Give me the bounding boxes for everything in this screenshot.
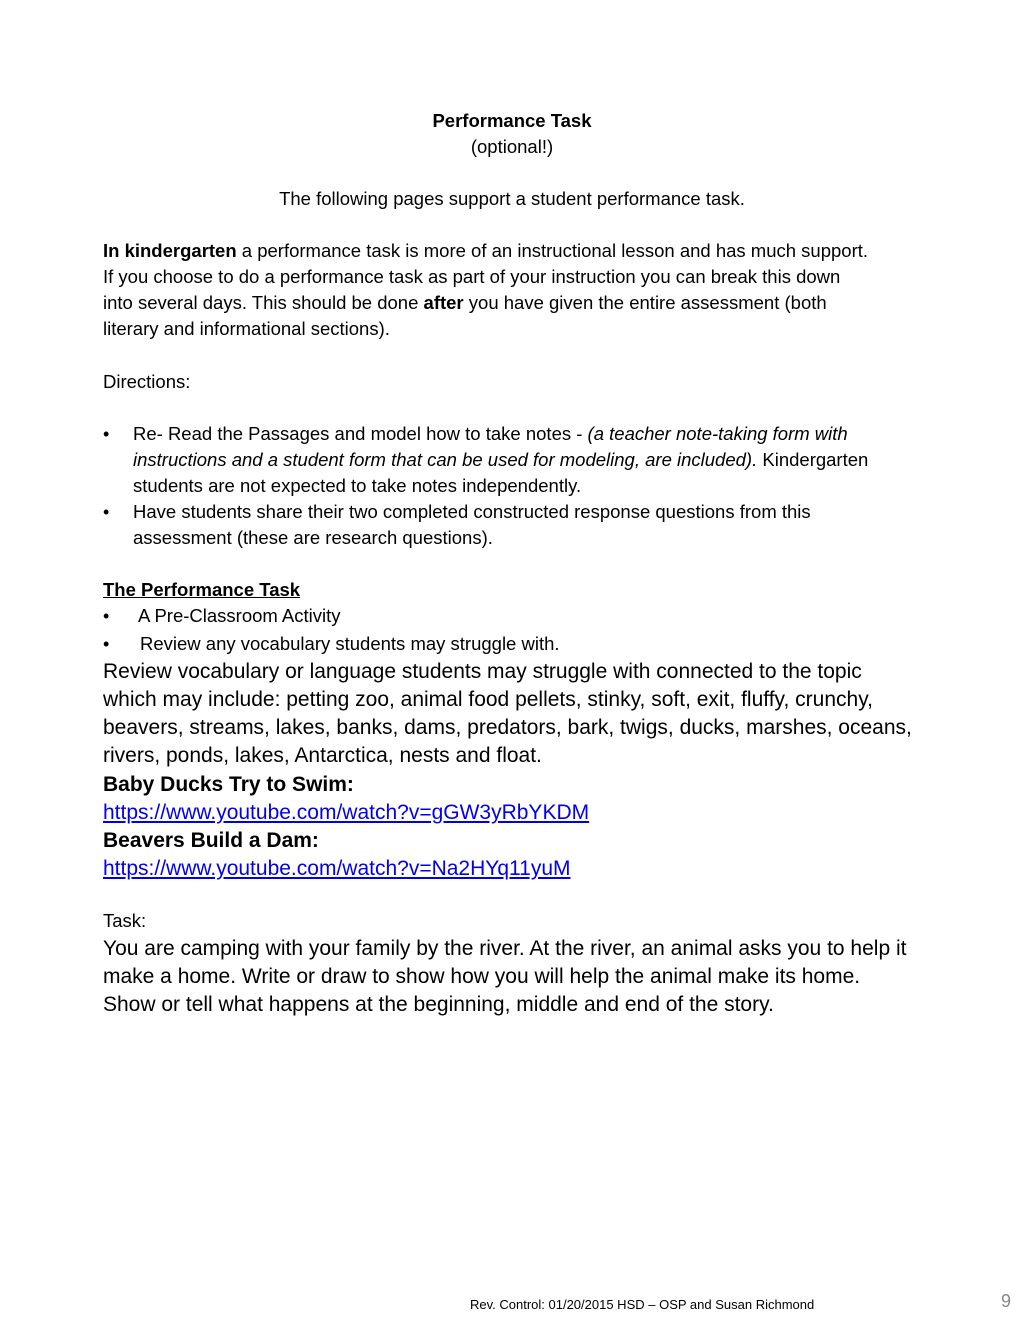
directions-bullet-1-line-2 [133,448,868,472]
task-line-2: make a home. Write or draw to show how you will help the animal make its home. [103,965,861,988]
bullet-icon: • [103,424,110,444]
video-2-link[interactable]: https://www.youtube.com/watch?v=Na2HYq11yuM [103,857,571,880]
kindergarten-line-1-rest: a performance task is more of an instructional lesson and has much support. [236,240,869,261]
page-title: Performance Task [432,110,592,131]
vocab-line-1: Review vocabulary or language students may struggle with connected to the topic [103,660,862,683]
directions-bullet-1-plain: Re- Read the Passages and model how to take notes - [133,423,588,444]
revision-footer: Rev. Control: 01/20/2015 HSD – OSP and Susan Richmond [470,1297,815,1312]
video-1-title: Baby Ducks Try to Swim: [103,773,354,796]
bullet-icon: • [103,606,110,626]
vocab-line-3: beavers, streams, lakes, banks, dams, predators, bark, twigs, ducks, marshes, oceans, [103,716,912,739]
kindergarten-line-2: If you choose to do a performance task as part of your instruction you can break this down [103,266,841,287]
directions-bullet-1-italic-2: instructions and a student form that can be used for modeling, are included). [133,449,758,470]
emphasis-after: after [423,292,464,313]
vocab-line-2: which may include: petting zoo, animal food pellets, stinky, soft, exit, fluffy, crunchy, [103,688,873,711]
video-2-title: Beavers Build a Dam: [103,829,319,852]
kindergarten-line-3-pre: into several days. This should be done [103,292,424,313]
task-line-3: Show or tell what happens at the beginning, middle and end of the story. [103,993,774,1016]
directions-bullet-2-line-2: assessment (these are research questions). [133,527,493,548]
video-1-link[interactable]: https://www.youtube.com/watch?v=gGW3yRbYKDM [103,801,590,824]
kindergarten-line-1 [103,239,868,263]
intro-text: The following pages support a student performance task. [279,188,745,209]
task-item-2: Review any vocabulary students may struggle with. [140,633,560,654]
bullet-icon: • [103,634,110,654]
task-item-1: A Pre-Classroom Activity [138,605,341,626]
kindergarten-line-3 [103,291,827,315]
directions-label: Directions: [103,371,191,392]
kindergarten-line-4: literary and informational sections). [103,318,390,339]
page-subtitle: (optional!) [470,136,554,157]
task-line-1: You are camping with your family by the river. At the river, an animal asks you to help it [103,937,907,960]
directions-bullet-1-plain-2: Kindergarten [757,449,869,470]
directions-bullet-1-italic: (a teacher note-taking form with [587,423,848,444]
kindergarten-lead: In kindergarten [103,240,237,261]
directions-bullet-1-line-1 [133,422,848,446]
kindergarten-line-3-post: you have given the entire assessment (both [463,292,827,313]
directions-bullet-2-line-1: Have students share their two completed constructed response questions from this [133,501,811,522]
directions-bullet-1-line-3: students are not expected to take notes independently. [133,475,582,496]
vocab-line-4: rivers, ponds, lakes, Antarctica, nests and float. [103,744,542,767]
performance-task-heading: The Performance Task [103,579,301,600]
page-number: 9 [1001,1291,1012,1311]
bullet-icon: • [103,502,110,522]
task-label: Task: [103,910,147,931]
